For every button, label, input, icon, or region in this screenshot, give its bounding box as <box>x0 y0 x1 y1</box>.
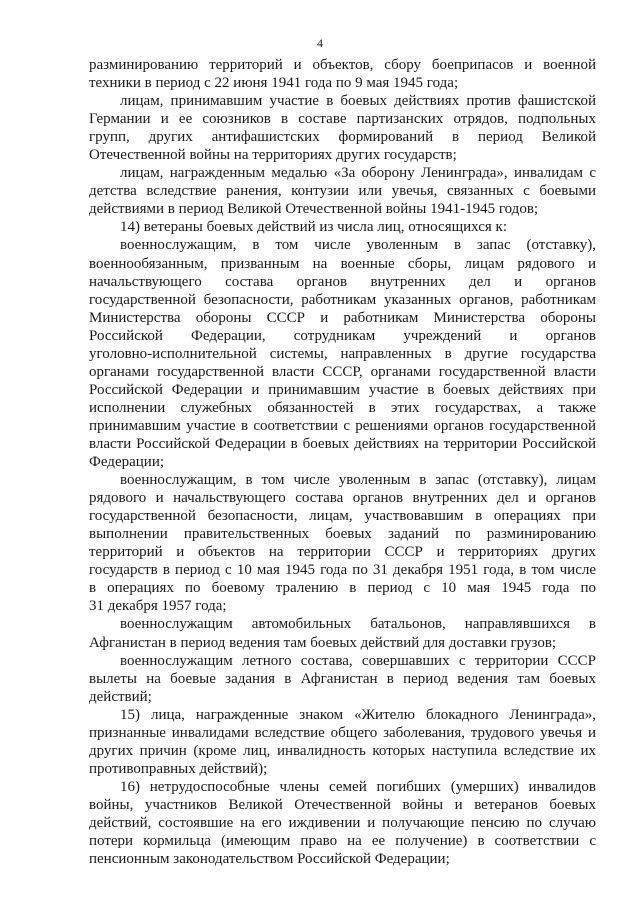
text-line: принимавшим участие в соответствии с решениями органов государственной <box>89 417 596 434</box>
text-line: вылеты на боевые задания в Афганистан в период ведения там боевых <box>89 670 596 687</box>
text-line: Министерства обороны СССР и работникам Министерства обороны <box>89 309 596 326</box>
text-line: выполнении правительственных боевых заданий по разминированию <box>89 526 596 543</box>
text-line: органами государственной власти СССР, органами государственной власти <box>89 363 596 380</box>
text-line: Российской Федерации и принимавшим участие в боевых действиях при <box>89 381 596 398</box>
text-line: Отечественной войны на территориях других государств; <box>89 147 457 164</box>
text-line: 15) лица, награжденные знаком «Жителю блокадного Ленинграда», <box>120 706 596 723</box>
text-line: лицам, награжденным медалью «За оборону Ленинграда», инвалидам с <box>120 165 596 182</box>
text-line: военнослужащим, в том числе уволенным в запас (отставку), <box>120 237 596 254</box>
text-line: начальствующего состава органов внутренних дел и органов <box>89 273 596 290</box>
text-line: 31 декабря 1957 года; <box>89 598 227 615</box>
text-line: государств в период с 10 мая 1945 года по 31 декабря 1951 года, в том числе <box>89 562 596 579</box>
text-line: государственной безопасности, лицам, участвовавшим в операциях при <box>89 508 596 525</box>
text-line: власти Российской Федерации в боевых действиях на территории Российской <box>89 435 596 452</box>
text-line: Российской Федерации, сотрудникам учреждений и органов <box>89 327 596 344</box>
text-line: Германии и ее союзников в составе партизанских отрядов, подпольных <box>89 111 596 128</box>
text-line: Федерации; <box>89 454 165 471</box>
text-line: детства вследствие ранения, контузии или увечья, связанных с боевыми <box>89 183 596 200</box>
text-line: 14) ветераны боевых действий из числа лиц, относящихся к: <box>120 219 508 236</box>
text-line: территорий и объектов на территории СССР и территориях других <box>89 544 596 561</box>
text-line: военнослужащим, в том числе уволенным в запас (отставку), лицам <box>120 472 596 489</box>
page-number: 4 <box>317 36 323 50</box>
text-line: рядового и начальствующего состава органов внутренних дел и органов <box>89 490 596 507</box>
text-line: военнослужащим летного состава, совершавших с территории СССР <box>120 652 596 669</box>
text-line: признанные инвалидами вследствие общего заболевания, трудового увечья и <box>89 724 596 741</box>
text-line: войны, участников Великой Отечественной войны и ветеранов боевых <box>89 796 596 813</box>
text-line: действий; <box>89 688 152 705</box>
text-line: исполнении служебных обязанностей в этих государствах, а также <box>89 399 596 416</box>
text-line: лицам, принимавшим участие в боевых действиях против фашистской <box>120 93 596 110</box>
text-line: разминированию территорий и объектов, сбору боеприпасов и военной <box>89 57 596 73</box>
text-line: уголовно-исполнительной системы, направленных в другие государства <box>89 345 596 362</box>
text-line: действиями в период Великой Отечественной войны 1941-1945 годов; <box>89 201 539 218</box>
text-line: 16) нетрудоспособные члены семей погибших (умерших) инвалидов <box>120 778 596 795</box>
text-line: государственной безопасности, работникам указанных органов, работникам <box>89 291 596 308</box>
text-line: Афганистан в период ведения там боевых действий для доставки грузов; <box>89 634 557 651</box>
text-line: техники в период с 22 июня 1941 года по 9 мая 1945 года; <box>89 75 459 92</box>
text-line: потери кормильца (имеющим право на ее получение) в соответствии с <box>89 833 596 850</box>
text-line: действий, состоявшие на его иждивении и получающие пенсию по случаю <box>89 814 596 831</box>
text-line: пенсионным законодательством Российской Федерации; <box>89 851 450 868</box>
text-line: других причин (кроме лиц, инвалидность которых наступила вследствие их <box>89 742 596 759</box>
text-line: групп, других антифашистских формирований в период Великой <box>89 129 596 146</box>
document-body <box>89 56 596 868</box>
text-line: противоправных действий); <box>89 760 268 777</box>
text-line: в операциях по боевому тралению в период с 10 мая 1945 года по <box>89 580 596 597</box>
text-line: военнослужащим автомобильных батальонов, направлявшихся в <box>120 616 596 633</box>
text-line: военнообязанным, призванным на военные сборы, лицам рядового и <box>89 255 596 272</box>
